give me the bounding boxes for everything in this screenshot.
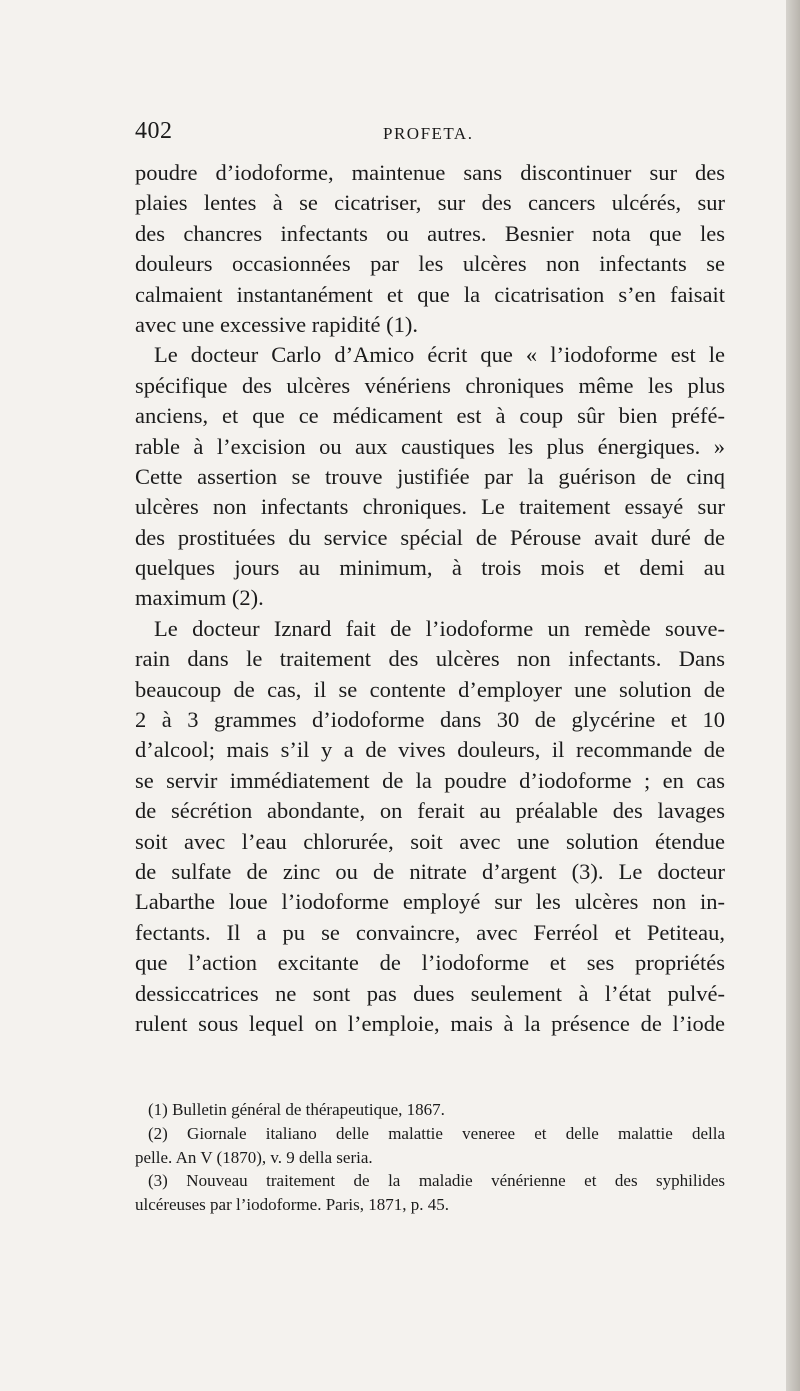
body-line: rulent sous lequel on l’emploie, mais à la présence de l’iode xyxy=(135,1010,725,1036)
body-line: plaies lentes à se cicatriser, sur des cancers ulcérés, sur xyxy=(135,190,725,216)
body-line: des chancres infectants ou autres. Besnier nota que les xyxy=(135,220,725,246)
body-line: se servir immédiatement de la poudre d’iodoforme ; en cas xyxy=(135,767,725,793)
footnote-line: (3) Nouveau traitement de la maladie vénérienne et des syphilides xyxy=(148,1171,725,1191)
body-line: Labarthe loue l’iodoforme employé sur les ulcères non in- xyxy=(135,889,725,915)
body-line: poudre d’iodoforme, maintenue sans discontinuer sur des xyxy=(135,160,725,185)
footnote-line: (2) Giornale italiano delle malattie veneree et delle malattie della xyxy=(148,1123,725,1143)
page-edge-shadow xyxy=(786,0,800,1391)
footnote-line: ulcéreuses par l’iodoforme. Paris, 1871, p. 45. xyxy=(135,1195,449,1215)
body-line: ulcères non infectants chroniques. Le traitement essayé sur xyxy=(135,494,725,520)
body-line: Le docteur Carlo d’Amico écrit que « l’iodoforme est le xyxy=(154,342,725,368)
body-line: avec une excessive rapidité (1). xyxy=(135,311,418,337)
body-line: Cette assertion se trouve justifiée par la guérison de cinq xyxy=(135,463,725,489)
body-line: Le docteur Iznard fait de l’iodoforme un remède souve- xyxy=(154,615,725,641)
body-line: spécifique des ulcères vénériens chroniques même les plus xyxy=(135,372,725,398)
body-line: rable à l’excision ou aux caustiques les plus énergiques. » xyxy=(135,433,725,459)
body-line: anciens, et que ce médicament est à coup sûr bien préfé- xyxy=(135,403,725,429)
body-line: maximum (2). xyxy=(135,585,264,611)
body-line: d’alcool; mais s’il y a de vives douleurs, il recommande de xyxy=(135,737,725,763)
body-line: beaucoup de cas, il se contente d’employer une solution de xyxy=(135,676,725,702)
footnote-line: pelle. An V (1870), v. 9 della seria. xyxy=(135,1147,373,1167)
body-line: de sécrétion abondante, on ferait au préalable des lavages xyxy=(135,798,725,824)
page-header xyxy=(135,118,725,152)
body-text xyxy=(135,158,725,1039)
body-line: quelques jours au minimum, à trois mois et demi au xyxy=(135,555,725,581)
footnotes xyxy=(135,1098,725,1217)
body-line: dessiccatrices ne sont pas dues seulement à l’état pulvé- xyxy=(135,980,725,1006)
body-line: rain dans le traitement des ulcères non infectants. Dans xyxy=(135,646,725,672)
body-line: calmaient instantanément et que la cicatrisation s’en faisait xyxy=(135,281,725,307)
footnote-line: (1) Bulletin général de thérapeutique, 1867. xyxy=(148,1100,445,1119)
body-line: soit avec l’eau chlorurée, soit avec une solution étendue xyxy=(135,828,725,854)
body-line: que l’action excitante de l’iodoforme et ses propriétés xyxy=(135,950,725,976)
body-line: 2 à 3 grammes d’iodoforme dans 30 de glycérine et 10 xyxy=(135,707,725,733)
body-line: des prostituées du service spécial de Pérouse avait duré de xyxy=(135,524,725,550)
body-line: fectants. Il a pu se convaincre, avec Ferréol et Petiteau, xyxy=(135,919,725,945)
body-line: de sulfate de zinc ou de nitrate d’argent (3). Le docteur xyxy=(135,858,725,884)
body-line: douleurs occasionnées par les ulcères non infectants se xyxy=(135,251,725,277)
page-number: 402 xyxy=(135,118,173,144)
running-head: PROFETA. xyxy=(383,124,474,143)
